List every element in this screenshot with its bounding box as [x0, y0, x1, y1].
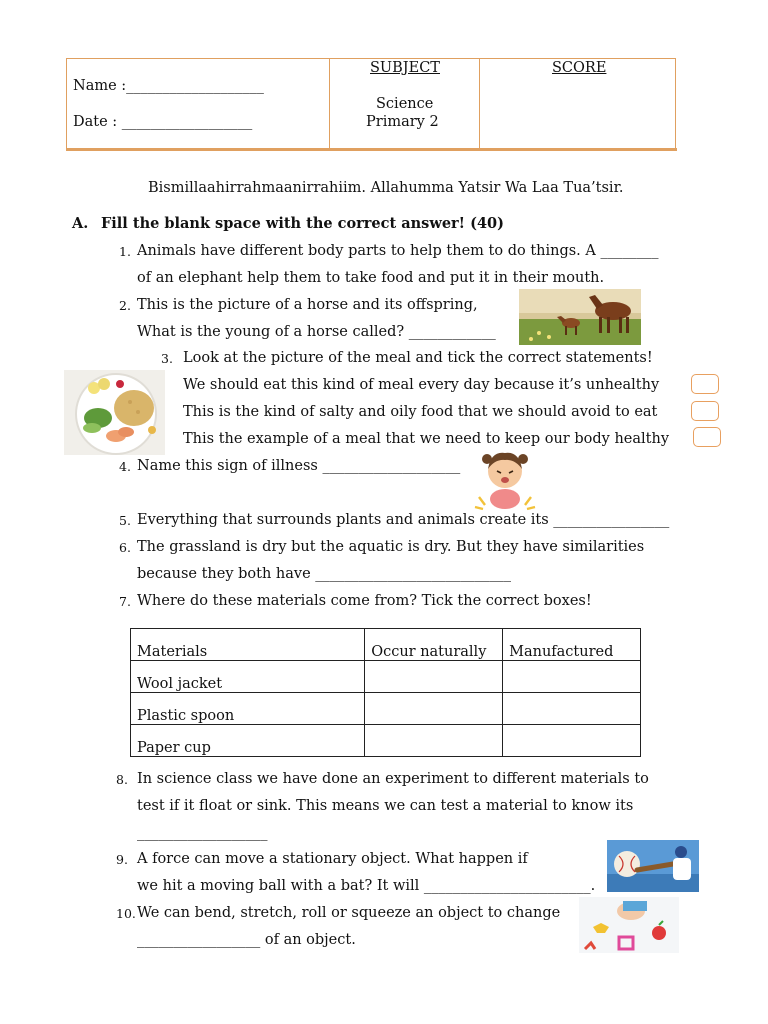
prayer-text: Bismillaahirrahmaanirrahiim. Allahumma Yatsir Wa Laa Tua’tsir. — [148, 180, 624, 196]
question-3-option-2: This is the kind of salty and oily food that we should avoid to eat — [183, 404, 658, 420]
tick-box-option-3[interactable] — [693, 427, 721, 447]
question-number: 10. — [116, 906, 136, 921]
question-6-line1: The grassland is dry but the aquatic is dry. But they have similarities — [137, 539, 645, 555]
meal-picture — [64, 370, 165, 455]
question-10-line1: We can bend, stretch, roll or squeeze an object to change — [137, 905, 561, 921]
table-header-cell: Manufactured — [503, 629, 641, 661]
question-number: 1. — [119, 244, 131, 259]
name-field[interactable]: Name :___________________ — [73, 78, 264, 94]
table-row — [131, 661, 641, 693]
table-row — [131, 725, 641, 757]
horse-picture — [519, 289, 641, 345]
question-3-option-1: We should eat this kind of meal every day because it’s unhealthy — [183, 377, 660, 393]
question-10-line2: _________________ of an object. — [137, 932, 356, 948]
section-label: A. — [72, 215, 89, 232]
manufactured-cell[interactable] — [503, 725, 641, 757]
question-number: 6. — [119, 540, 131, 555]
tick-box-option-2[interactable] — [691, 401, 719, 421]
question-number: 5. — [119, 513, 131, 528]
question-number: 7. — [119, 594, 131, 609]
question-3-option-3: This the example of a meal that we need to keep our body healthy — [183, 431, 670, 447]
question-8-line3: __________________ — [137, 825, 268, 841]
grade-value: Primary 2 — [366, 114, 439, 130]
question-4-line1: Name this sign of illness ___________________ — [137, 458, 461, 474]
subject-heading: SUBJECT — [370, 60, 440, 76]
question-number: 2. — [119, 298, 131, 313]
question-2-line1: This is the picture of a horse and its offspring, — [137, 297, 478, 313]
question-8-line2: test if it float or sink. This means we can test a material to know its — [137, 798, 634, 814]
question-number: 9. — [116, 852, 128, 867]
question-3-line1: Look at the picture of the meal and tick the correct statements! — [183, 350, 653, 366]
question-6-line2: because they both have ___________________________ — [137, 566, 512, 582]
table-header-cell: Occur naturally — [365, 629, 503, 661]
playdough-picture — [579, 897, 679, 953]
materials-table — [130, 628, 641, 757]
subject-value: Science — [376, 96, 434, 112]
question-1-line1: Animals have different body parts to help them to do things. A ________ — [137, 243, 659, 259]
material-name: Paper cup — [131, 725, 365, 757]
material-name: Wool jacket — [131, 661, 365, 693]
baseball-picture — [607, 840, 699, 892]
occur-naturally-cell[interactable] — [365, 693, 503, 725]
question-9-line2: we hit a moving ball with a bat? It will _______________________. — [137, 878, 596, 894]
material-name: Plastic spoon — [131, 693, 365, 725]
header-column-divider — [479, 58, 480, 150]
tick-box-option-1[interactable] — [691, 374, 719, 394]
header-divider — [66, 148, 677, 151]
question-5-line1: Everything that surrounds plants and animals create its ________________ — [137, 512, 670, 528]
occur-naturally-cell[interactable] — [365, 661, 503, 693]
question-1-line2: of an elephant help them to take food and put it in their mouth. — [137, 270, 605, 286]
manufactured-cell[interactable] — [503, 661, 641, 693]
section-title: Fill the blank space with the correct answer! (40) — [101, 215, 504, 232]
question-number: 4. — [119, 459, 131, 474]
table-row — [131, 693, 641, 725]
question-2-line2: What is the young of a horse called? ____________ — [137, 324, 496, 340]
occur-naturally-cell[interactable] — [365, 725, 503, 757]
sick-child-picture — [473, 447, 537, 511]
manufactured-cell[interactable] — [503, 693, 641, 725]
date-field[interactable]: Date : __________________ — [73, 114, 253, 130]
question-number: 3. — [161, 351, 173, 366]
table-header-row — [131, 629, 641, 661]
table-header-cell: Materials — [131, 629, 365, 661]
question-7-line1: Where do these materials come from? Tick the correct boxes! — [137, 593, 592, 609]
question-8-line1: In science class we have done an experiment to different materials to — [137, 771, 649, 787]
question-9-line1: A force can move a stationary object. What happen if — [137, 851, 528, 867]
header-column-divider — [329, 58, 330, 150]
question-number: 8. — [116, 772, 128, 787]
score-heading-label: SCORE — [552, 60, 607, 76]
